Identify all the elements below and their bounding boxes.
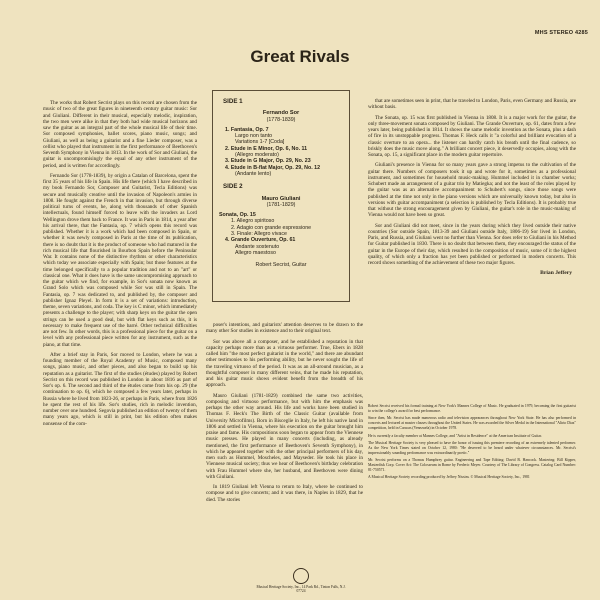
track-title: 4. Etude in B-flat Major, Op. 29, No. 12 [225, 164, 321, 171]
paragraph: Sor and Giuliani did not meet, since in the years during which they lived outside their native countries (Sor outside Spain, 1813-39 and Giuliani outside Italy, 1806-19) Sor lived in London, Paris, and Russia, and Giuliani went no further than Vienna. Sor does refer to Giuliani in his Method for Guitar published in 1830. There is no doubt that between them, they encouraged the status of the guitar in the Europe of their day, which resulted in the composition of music, some of it the highest quality, of which only a fraction has yet been published or performed in modern concerts. This record shows something of the achievement of these two major figures. [368, 222, 576, 266]
track-item [219, 212, 343, 237]
publisher-logo [256, 568, 346, 594]
paragraph: poser's intentions, and guitarists' attention deserves to be drawn to the many other Sor studies in existence and to their original text. [206, 322, 363, 335]
paragraph: Mauro Giuliani (1781-1829) combined the same two activities, composing and virtuoso performance, but with him the emphasis was perhaps the other way around. His life and works have been studied in Thomas F. Heck's The Birth of the Classic Guitar (available from University Microfilms). Born in Bisceglie in Italy, he left his native land in 1806 and settled in Vienna, where his execution on the guitar brought him praise and fame. His compositions soon began to appear from the Viennese music presses. He played in many concerts (including, as already mentioned, the first performance of Beethoven's Seventh Symphony), in which he appeared together with the other principal performers of his day, men such as Hummel, Moscheles, and Mayseder. He took his place in Viennese musical society; thus we hear of Beethoven's birthday celebration with Frau Hummel where she, her husband, and Beethoven were dining with Giuliani. [206, 392, 363, 480]
composer-name: Fernando Sor [262, 110, 300, 117]
page-title: Great Rivals [250, 47, 350, 66]
track-sub: (Allegro moderato) [235, 152, 279, 159]
track-item [219, 146, 343, 159]
paragraph: After a brief stay in Paris, Sor moved to London, where he was a founding member of the Royal Academy of Music, composed many songs, piano music, and other pieces, and also began to build up his reputation as a guitarist. The first of the studies (études) played by Robert Secrist on this record was published in London in about 1816 as part of Sor's op. 6. The second and third of the études come from his op. 29 (the continuation to op. 6), which he composed a few years later, perhaps in Russia where he lived from 1823-26, or perhaps in Paris, where from 1826 he spent the rest of his life. Sor's studies, rich in melodic invention, number over one hundred. Segovia published an edition of twenty of them many years ago, which is still in print, but his edition often makes nonsense of the com- [43, 351, 197, 427]
track-sub: Andante sostenuto [235, 243, 280, 250]
track-item [219, 127, 343, 146]
composer-dates: (1781-1829) [266, 201, 296, 208]
paragraph: The works that Robert Secrist plays on this record are chosen from the music of two of the great figures in nineteenth century guitar music: Sor and Giuliani. Different in their musical, especially melodic, inspiration, the two men were alike in that they both had wide musical horizons and saw the guitar as an integral part of the whole musical life of their time. Sor composed symphonies, ballet scores, piano music, songs; and Giuliani, as well as being a guitarist and a fine Lieder composer, was a cellist who played that instrument in the first performance of Beethoven's Seventh Symphony in Vienna in 1813. In the work of Sor and Giuliani, the guitar is uncompromisingly the equal of any other instrument of the period, and is written for accordingly. [43, 100, 197, 169]
liner-notes-column-1 [43, 100, 197, 431]
movement: 2. Adagio con grande espressione [231, 224, 312, 231]
performer-bio-credits [368, 404, 576, 483]
movement: 3. Finale: Allegro vivace [231, 231, 287, 238]
track-title: 3. Etude in G Major, Op. 29, No. 23 [225, 158, 311, 165]
paragraph: A Musical Heritage Society recording produced by Jeffrey Nissim. © Musical Heritage Society, Inc., 1981 [368, 475, 530, 480]
paragraph: Sor was above all a composer, and he established a reputation in that capacity perhaps more than as a virtuoso performer. True, Ebers in 1828 called him "the most perfect guitarist in the world," and there are abundant other testimonies to his performing ability, but he never sought the life of the traveling virtuoso of the period. It was as an all-around musician, as a thoughtful composer in many different veins, that he made his reputation, and his guitar music shows evident benefit from the breadth of his approach. [206, 338, 363, 389]
paragraph: He is currently a faculty member at Mannes College, and "Artist in Residence" at the American Institute of Guitar. [368, 433, 542, 438]
paragraph: The Musical Heritage Society is very pleased to have the honor of issuing this premiere recording of an extremely talented performer. As the New York Times stated on October 12, 1980: "He deserved to be heard under whatever circumstances. Mr. Secrist's impressionably sounding performance was extraordinarily poetic." [368, 441, 576, 455]
side-1-label: SIDE 1 [223, 98, 243, 105]
paragraph: The Sonata, op. 15 was first published in Vienna in 1808. It is a major work for the guitar, the only three-movement sonata composed by Giuliani. The Grande Ouverture, op. 61, dates from a few years later, being published in 1814. It shows the same melodic invention as the Sonata, plus a dash of fire in its unstoppable progress. Thomas F. Heck calls it "a colorful and brilliant evocation of a classic overture to an opera... the listener can hardly catch his breath until the final cadence, so briskly does the music move along." A brilliant concert piece, it deservedly occupies, along with the Sonata, op. 15, a significant place in the modern guitar repertoire. [368, 114, 576, 158]
composer-dates: (1778-1839) [266, 116, 296, 123]
paragraph: Robert Secrist received his formal training at New York's Mannes College of Music. He graduated in 1979, becoming the first guitarist to win the college's award for best performance. [368, 404, 576, 413]
logo-icon [293, 568, 309, 584]
track-title: 4. Grande Ouverture, Op. 61 [225, 237, 296, 244]
performer-credit: Robert Secrist, Guitar [255, 262, 307, 269]
track-listing-box [212, 90, 350, 302]
track-title: 2. Etude in E Minor, Op. 6, No. 11 [225, 145, 308, 152]
track-sub: Allegro maestoso [235, 249, 276, 256]
paragraph: In 1819 Giuliani left Vienna to return to Italy, where he continued to compose and to give concerts; and it was there, in Naples in 1829, that he died. The stories [206, 484, 363, 503]
track-sub: Variations 1-7 [Coda] [235, 139, 285, 146]
track-item [219, 237, 343, 256]
liner-notes-column-3 [368, 98, 576, 283]
paragraph: Fernando Sor (1778-1839), by origin a Catalan of Barcelona, spent the first 35 years of his life in Spain. His life there (which I have described in my book Fernando Sor, Composer and Guitarist, Tecla Editions) was secure and musically creative until the invasion of Napoleon's armies in 1808. He fought against the French in that invasion, but through diverse political turns of events, he, along with thousands of other Spanish intellectuals, found himself forced to leave with the invaders as Lord Wellington drove them back to France. It was in Paris in 1814, a year after his arrival there, that the Fantasia, op. 7 which opens this record was published. Whether it is a work which had been composed in Spain, or whether it was newly composed in Paris at the time of its publication, there is no doubt that it is the product of someone who had matured in the rich musical life that flourished in Bourbon Spain before the Peninsular War. It contains none of the distinctive rhythms or other characteristics which today we associate especially with Spain; but those features at the time belonged specifically to a popular tradition and not to an "art" or classical one. What it does have is the same uncompromising approach to the guitar which we find, for example, in Sor's sonata now known as Grand Solo which was composed while Sor was still in Spain. The Fantasia, op. 7 was dedicated to, and published by, the composer and publisher Ignaz Pleyel. In form it is a set of variations: introduction, theme, seven variations, and coda. The key is C minor, which immediately presents a challenge to the player; with sharp keys on the guitar the open strings can be used a good deal, but with flat keys such as this, it is necessary to make frequent use of the barré. Other technical difficulties are not few. In other words, this is a professional piece for the guitar on a level with any professional piece written for any instrument, such as the piano, at that time. [43, 172, 197, 348]
track-sub: Largo non tanto [235, 133, 273, 140]
composer-name: Mauro Giuliani [261, 195, 301, 202]
track-sub: (Andante lento) [235, 170, 272, 177]
paragraph: Giuliani's presence in Vienna for so many years gave a strong impetus to the cultivation of the guitar there. Numbers of composers took it up and wrote for it, sometimes as a professional instrument, and sometimes for household music-making. Hummel included it in chamber works; Schubert made an arrangement of a guitar trio by Matiegka; and not the least of the roles played by the guitar was as an alternative accompaniment to Schubert's songs, since those songs were published at the time not only in the piano versions which are universally known today, but also in versions with guitar accompaniment (a selection is published by Tecla Editions). It is probably true that without the strong encouragement given by Giuliani, the guitar's role in the music-making of Vienna would not have been so great. [368, 162, 576, 219]
author-signature: Brian Jeffery [540, 270, 572, 277]
liner-notes-column-2 [206, 322, 363, 507]
work-title: Sonata, Op. 15 [219, 212, 256, 219]
movement: 1. Allegro spiritoso [231, 218, 275, 225]
side-2-label: SIDE 2 [223, 183, 243, 191]
paragraph: Since then, Mr. Secrist has made numerous radio and television appearances throughout New York State. He has also performed in concerts and lectured at master classes throughout the United States. He was awarded the Silver Medal in the International "Alirio Diaz" competition, held in Caracas (Venezuela) in October 1978. [368, 416, 576, 430]
catalog-number: MHS STEREO 4285 [534, 30, 588, 36]
track-title: 1. Fantasia, Op. 7 [225, 126, 269, 133]
publisher-address: Musical Heritage Society, Inc., 14 Park Rd., Tinton Falls, N.J. 07724 [256, 585, 346, 594]
paragraph: that are sometimes seen in print, that he traveled to London, Paris, even Germany and Russia, are without basis. [368, 98, 576, 111]
track-item [219, 165, 343, 178]
paragraph: Mr. Secrist performs on a Thomas Humphrey guitar. Engineering and Tape Editing: David B. Hancock. Mastering: Bill Kipper, Masterdisk Corp. Cover Art: The Colosseum in Rome by Frederic Meyer. Courtesy of The Library of Congress. Catalog Card Number: 81-750571. [368, 458, 576, 472]
